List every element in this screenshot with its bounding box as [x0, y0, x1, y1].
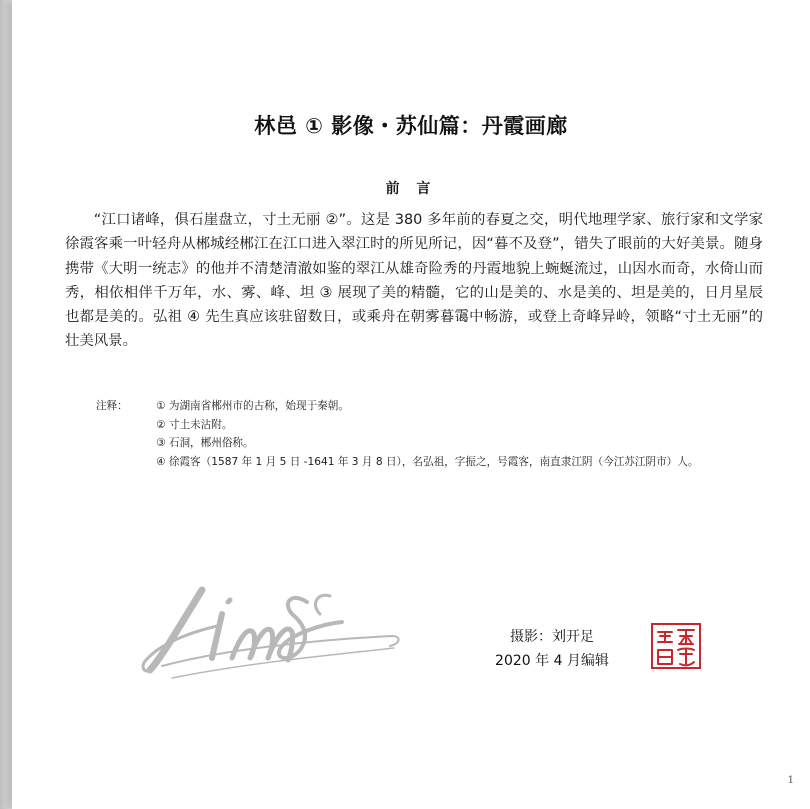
credit-block: [482, 625, 622, 673]
preface-paragraph: “江口诸峰，俱石崖盘立，寸土无丽 ②”。这是 380 多年前的春夏之交，明代地理学家、旅行家和文学家徐霞客乘一叶轻舟从郴城经郴江在江口进入翠江时的所见所记，因“暮不及登”，错失了眼前的大好美景。随身携带《大明一统志》的他并不清楚清澈如鉴的翠江从雄奇险秀的丹霞地貌上蜿蜒流过，山因水而奇，水倚山而秀，相依相伴千万年，水、雾、峰、坦 ③ 展现了美的精髓，它的山是美的、水是美的、坦是美的，日月星辰也都是美的。弘祖 ④ 先生真应该驻留数日，或乘舟在朝雾暮霭中畅游，或登上奇峰异岭，领略“寸土无丽”的壮美风景。: [65, 212, 763, 350]
notes-label: 注释：: [96, 400, 128, 412]
note-item: ① 为湖南省郴州市的古称，始现于秦朝。: [156, 400, 349, 412]
note-item: ③ 石洞，郴州俗称。: [156, 437, 254, 450]
photographer-credit: 摄影：刘开足: [510, 629, 594, 645]
notes-list: [156, 397, 698, 471]
signature-image: [132, 562, 412, 682]
note-item: ④ 徐霞客（1587 年 1 月 5 日 -1641 年 3 月 8 日），名弘祖，字振之，号霞客，南直隶江阴（今江苏江阴市）人。: [156, 455, 699, 468]
document-page: [12, 0, 810, 809]
page-gutter: [0, 0, 12, 809]
section-heading: 前 言: [385, 181, 437, 197]
page-title: 林邑 ① 影像・苏仙篇：丹霞画廊: [254, 114, 568, 138]
edit-date: 2020 年 4 月编辑: [495, 653, 609, 669]
note-item: ② 寸土未沾附。: [156, 418, 233, 431]
seal-stamp: [650, 622, 702, 670]
page-number: 1: [787, 775, 794, 786]
